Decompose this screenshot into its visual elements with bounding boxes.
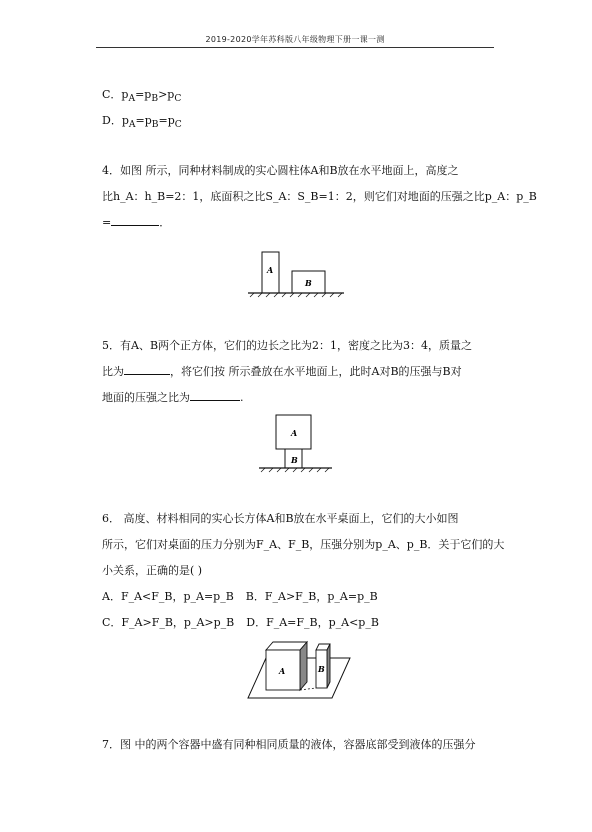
q5-line-3: 地面的压强之比为 . [102,391,244,404]
option-c-prev: C．$p_A=p_B>p_C$ [102,88,182,105]
q6-option-c[interactable]: C．F_A>F_B，p_A>p_B [102,616,235,629]
q7-line-1: 7．图 中的两个容器中盛有同种相同质量的液体，容器底部受到液体的压强分 [102,738,476,751]
option-d-prev: D．$p_A=p_B=p_C$ [102,114,182,131]
label-b: B [318,664,325,674]
q6-option-a[interactable]: A．F_A<F_B，p_A=p_B [102,590,234,603]
q4-line-3: = ． [102,216,171,229]
label-b: B [305,278,312,288]
page-header: 2019-2020学年苏科版八年级物理下册一课一测 [205,35,385,44]
q6-line-1: 6． 高度、材料相同的实心长方体A和B放在水平桌面上，它们的大小如图 [102,512,459,525]
q4-figure [244,248,348,298]
q4-line-1: 4．如图 所示，同种材料制成的实心圆柱体A和B放在水平地面上，高度之 [102,164,459,177]
ground-hatch [250,293,342,297]
q6-figure [244,638,354,702]
label-b: B [291,455,298,465]
label-a: A [267,265,274,275]
label-a: A [279,666,286,676]
ground-hatch [261,468,329,472]
q6-options-row-1 [102,590,378,604]
q5-line-2: 比为 ，将它们按 所示叠放在水平地面上，此时A对B的压强与B对 [102,365,462,378]
q5-blank-2[interactable] [190,400,240,401]
q6-line-2: 所示，它们对桌面的压力分别为F_A、F_B，压强分别为p_A、p_B．关于它们的大 [102,538,505,551]
q6-option-b[interactable]: B．F_A>F_B，p_A=p_B [245,590,378,603]
block-b-side [327,644,330,688]
q4-line-2: 比h_A：h_B=2：1，底面积之比S_A：S_B=1：2，则它们对地面的压强之比p_A：p_B [102,190,537,203]
header-rule [96,47,494,48]
label-a: A [291,428,298,438]
q6-line-3: 小关系，正确的是( ) [102,564,203,577]
q5-blank-1[interactable] [124,374,170,375]
q5-figure [256,412,336,476]
block-a-side [300,642,307,690]
q5-line-1: 5．有A、B两个正方体，它们的边长之比为2：1，密度之比为3：4，质量之 [102,339,473,352]
q6-options-row-2 [102,616,379,630]
q6-option-d[interactable]: D．F_A=F_B，p_A<p_B [246,616,379,629]
q4-answer-blank[interactable] [111,225,159,226]
